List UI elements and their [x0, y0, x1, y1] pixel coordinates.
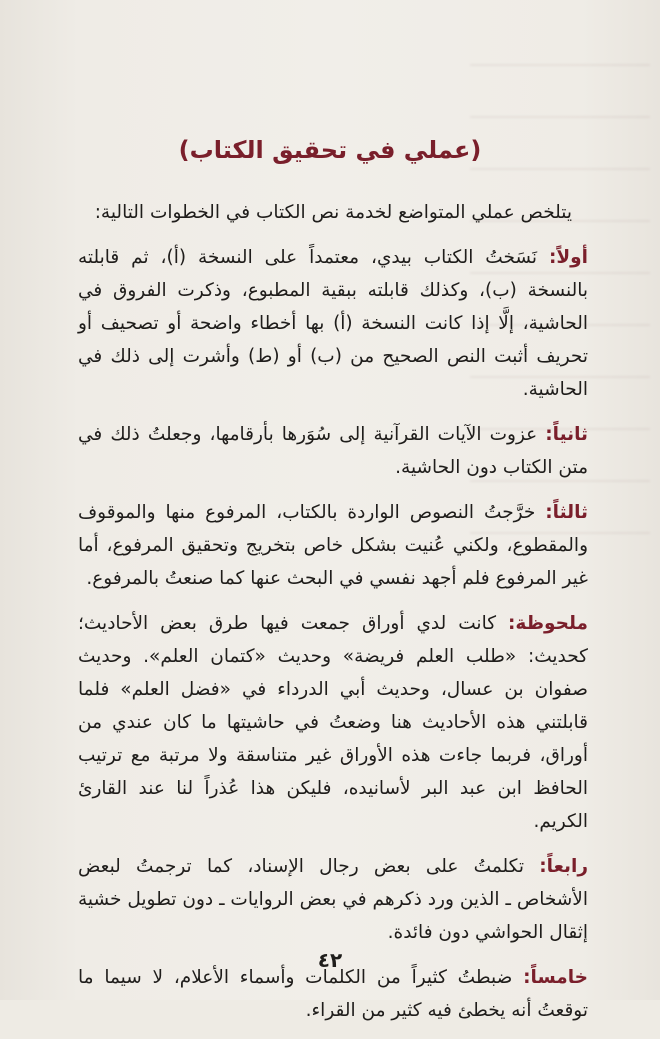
note-lead: ملحوظة:: [508, 613, 588, 634]
step-lead-2: ثانياً:: [545, 424, 588, 445]
step-text-2: عزوت الآيات القرآنية إلى سُوَرها بأرقامها، وجعلتُ ذلك في متن الكتاب دون الحاشية.: [78, 424, 588, 478]
step-paragraph-3: [78, 496, 588, 595]
step-text-1: نَسَختُ الكتاب بيدي، معتمداً على النسخة (أ)، ثم قابلته بالنسخة (ب)، وكذلك قابلته ببقية المطبوع، وذكرت الفروق في الحاشية، إلَّا إذا كانت النسخة (أ) بها أخطاء واضحة أو تصحيف أو تحريف أثبت النص الصحيح من (ب) أو (ط) وأشرت إلى ذلك في الحاشية.: [78, 247, 588, 400]
note-text: كانت لدي أوراق جمعت فيها طرق بعض الأحاديث؛ كحديث: «طلب العلم فريضة» وحديث «كتمان العلم». وحديث صفوان بن عسال، وحديث أبي الدرداء في «فضل العلم» فلما قابلتني هذه الأحاديث هنا وضعتُ في حاشيتها ما كان عندي من أوراق، فربما جاءت هذه الأوراق غير متناسقة ولا مرتبة مع ترتيب الحافظ ابن عبد البر لأسانيده، فليكن هذا عُذراً لنا عند القارئ الكريم.: [78, 613, 588, 832]
step-paragraph-1: [78, 241, 588, 406]
step-text-3: خرَّجتُ النصوص الواردة بالكتاب، المرفوع منها والموقوف والمقطوع، ولكني عُنيت بشكل خاص بتخريج وتحقيق المرفوع، أما غير المرفوع فلم أجهد نفسي في البحث عنها كما صنعتُ بالمرفوع.: [78, 502, 588, 589]
body-text: [78, 196, 588, 1039]
step-lead-1: أولاً:: [548, 247, 588, 268]
intro-paragraph: يتلخص عملي المتواضع لخدمة نص الكتاب في الخطوات التالية:: [94, 202, 572, 223]
step-lead-3: ثالثاً:: [545, 502, 588, 523]
step-paragraph-4: [78, 850, 588, 949]
step-text-5: ضبطتُ كثيراً من الكلمات وأسماء الأعلام، لا سيما ما توقعتُ أنه يخطئ فيه كثير من القراء.: [78, 967, 588, 1021]
step-lead-4: رابعاً:: [539, 856, 588, 877]
step-paragraph-2: [78, 418, 588, 484]
note-paragraph: [78, 607, 588, 838]
step-lead-5: خامساً:: [523, 967, 588, 988]
section-title: (عملي في تحقيق الكتاب): [178, 136, 482, 164]
page-number: ٤٢: [317, 948, 343, 972]
step-text-4: تكلمتُ على بعض رجال الإسناد، كما ترجمتُ لبعض الأشخاص ـ الذين ورد ذكرهم في بعض الروايات ـ دون تطويل خشية إثقال الحواشي دون فائدة.: [78, 856, 588, 943]
